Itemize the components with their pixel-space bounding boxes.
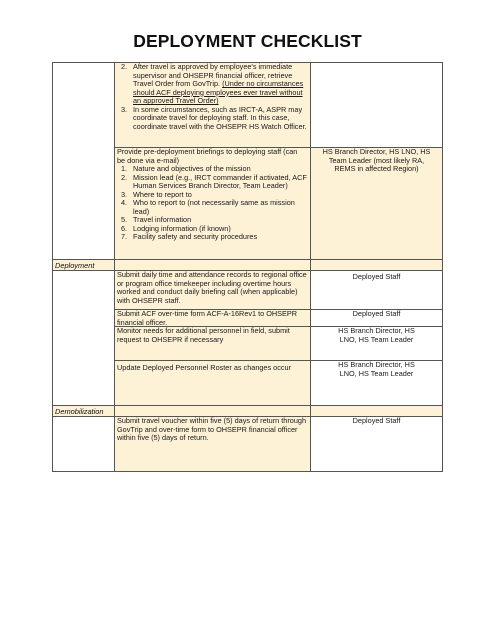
list-item: 2. Mission lead (e.g., IRCT commander if activated, ACF Human Services Branch Director, Team Leader) (121, 172, 307, 191)
phase-label-deployment: Deployment (55, 261, 95, 270)
task-cell: Submit ACF over-time form ACF-A-16Rev1 to OHSEPR financial officer. (117, 309, 298, 327)
phase-label-demobilization: Demobilization (55, 407, 104, 416)
list-item: 1. Nature and objectives of the mission (121, 164, 251, 174)
responsible-cell: Deployed Staff (352, 309, 401, 318)
list-item: 3. Where to report to (121, 189, 192, 199)
briefing-task-cell: Provide pre-deployment briefings to deploying staff (can be done via e-mail) 1. Nature and objectives of the mission 2. Mission lead (e.g., IRCT commander if activated, ACF Human Services Branch Director, Team Leader) 3. Where to report to 4. Who to report to (not necessarily same as mission lead) 5. Travel information 6. Lodging information (if known) 7. Facility safety and security procedures (117, 147, 307, 242)
list-item: 4. Who to report to (not necessarily same as mission lead) (121, 198, 295, 216)
list-item: 7. Facility safety and security procedures (121, 232, 258, 242)
list-item: 5. Travel information (121, 215, 192, 225)
task-cell: Update Deployed Personnel Roster as changes occur (117, 363, 292, 372)
list-item: 3. In some circumstances, such as IRCT-A, ASPR may coordinate travel for deploying staff. In this case, coordinate travel with the OHSEPR HS Watch Officer. (121, 104, 307, 131)
task-cell: Submit travel voucher within five (5) days of return through GovTrip and over-time form to OHSEPR financial officer within five (5) days of return. (117, 416, 306, 443)
task-cell: Monitor needs for additional personnel in field, submit request to OHSEPR if necessary (117, 326, 290, 344)
responsible-cell: Deployed Staff (352, 416, 401, 425)
list-item: 2. After travel is approved by employee's immediate supervisor and OHSEPR financial officer, retrieve Travel Order from GovTrip. (Under no circumstances should ACF deploying employees ever travel without an approved Travel Order) (121, 62, 304, 106)
responsible-cell: HS Branch Director, HS LNO, HS Team Leader (338, 360, 415, 378)
responsible-cell: HS Branch Director, HS LNO, HS Team Leader (338, 326, 415, 344)
list-item: 6. Lodging information (if known) (121, 223, 231, 233)
travel-task-cell (117, 63, 307, 131)
task-cell: Submit daily time and attendance records to regional office or program office timekeeper including overtime hours worked and conduct daily briefing call (when applicable) with OHSEPR staff. (117, 270, 307, 305)
page-title: DEPLOYMENT CHECKLIST (133, 31, 362, 51)
responsible-cell: HS Branch Director, HS LNO, HS Team Leader (most likely RA, REMS in affected Region) (322, 147, 431, 174)
responsible-cell: Deployed Staff (352, 272, 401, 281)
